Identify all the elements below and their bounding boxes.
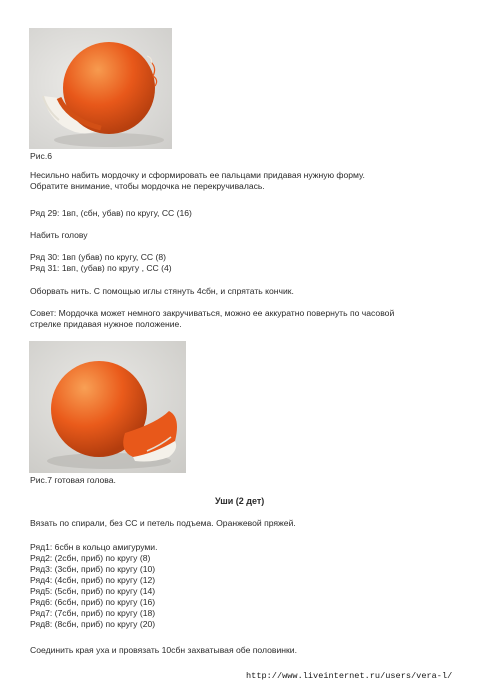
rows-30-31	[30, 252, 172, 274]
figure7-photo	[29, 341, 186, 473]
crochet-finished-head-image	[29, 341, 186, 473]
ears-row: Ряд7: (7сбн, приб) по кругу (18)	[30, 608, 156, 618]
instructions-line: Несильно набить мордочку и сформировать ее пальцами придавая нужную форму.	[30, 170, 365, 180]
ears-intro: Вязать по спирали, без СС и петель подъема. Оранжевой пряжей.	[30, 518, 296, 528]
stuff-head-text: Набить голову	[30, 230, 88, 240]
row-29: Ряд 29: 1вп, (сбн, убав) по кругу, СС (16)	[30, 208, 192, 218]
ears-section-title: Уши (2 дет)	[215, 496, 265, 506]
ears-row: Ряд4: (4сбн, приб) по кругу (12)	[30, 575, 156, 585]
ears-row: Ряд5: (5сбн, приб) по кругу (14)	[30, 586, 156, 596]
figure6-photo	[29, 28, 172, 149]
finish-text: Оборвать нить. С помощью иглы стянуть 4сбн, и спрятать кончик.	[30, 286, 294, 296]
ears-rows-list	[30, 542, 158, 630]
advice-line: стрелке придавая нужное положение.	[30, 319, 182, 329]
ears-row: Ряд2: (2сбн, приб) по кругу (8)	[30, 553, 151, 563]
ears-row: Ряд1: 6сбн в кольцо амигуруми.	[30, 542, 158, 552]
figure7-caption: Рис.7 готовая голова.	[30, 475, 116, 485]
row-31: Ряд 31: 1вп, (убав) по кругу , СС (4)	[30, 263, 172, 273]
instructions-line: Обратите внимание, чтобы мордочка не перекручивалась.	[30, 181, 265, 191]
advice-line: Совет: Мордочка может немного закручиваться, можно ее аккуратно повернуть по часовой	[30, 308, 395, 318]
row-30: Ряд 30: 1вп (убав) по кругу, СС (8)	[30, 252, 167, 262]
crochet-head-muzzle-image	[29, 28, 172, 149]
source-url-link[interactable]: http://www.liveinternet.ru/users/vera-l/	[246, 671, 453, 681]
ears-join-text: Соединить края уха и провязать 10сбн захватывая обе половинки.	[30, 645, 297, 655]
instructions-paragraph	[30, 170, 365, 192]
ears-row: Ряд6: (6сбн, приб) по кругу (16)	[30, 597, 156, 607]
figure6-caption: Рис.6	[30, 151, 52, 161]
ears-row: Ряд3: (3сбн, приб) по кругу (10)	[30, 564, 156, 574]
ears-row: Ряд8: (8сбн, приб) по кругу (20)	[30, 619, 156, 629]
advice-paragraph	[30, 308, 394, 330]
